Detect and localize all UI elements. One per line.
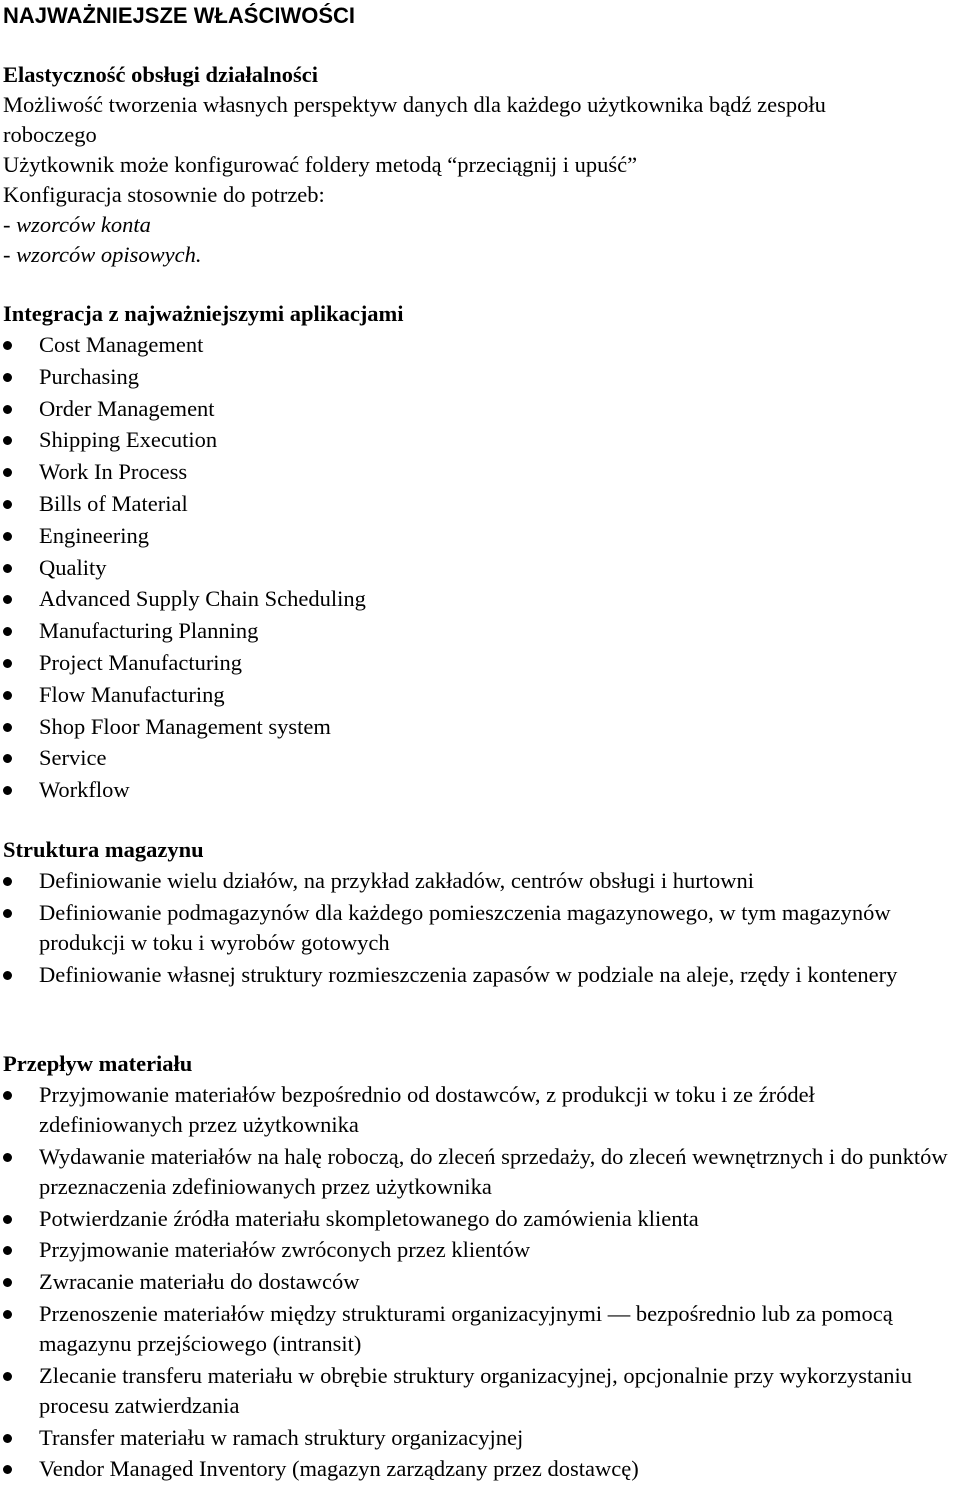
list-item-text: Advanced Supply Chain Scheduling: [39, 586, 366, 612]
section-heading-integration: Integracja z najważniejszymi aplikacjami: [3, 301, 404, 326]
list-item-text: Cost Management: [39, 332, 204, 357]
section-heading-flexibility: Elastyczność obsługi działalności: [3, 62, 319, 87]
flexibility-italic-line: - wzorców opisowych.: [3, 242, 202, 267]
bullet-icon: [3, 909, 12, 918]
bullet-icon: [3, 691, 12, 700]
list-item-text: Shop Floor Management system: [39, 713, 331, 739]
list-item-text: Manufacturing Planning: [39, 618, 259, 644]
list-item: [0, 1423, 960, 1453]
flexibility-line: Konfiguracja stosownie do potrzeb:: [3, 182, 325, 207]
list-item: [0, 553, 960, 583]
bullet-icon: [3, 627, 12, 636]
bullet-icon: [3, 1246, 12, 1255]
warehouse-list: [0, 866, 960, 991]
list-item: [0, 330, 960, 360]
list-item: [0, 457, 960, 487]
bullet-icon: [3, 1091, 12, 1100]
bullet-icon: [3, 405, 12, 414]
list-item: [0, 680, 960, 710]
list-item: [0, 648, 960, 678]
list-item-text: Service: [39, 745, 107, 771]
list-item: [0, 960, 960, 990]
bullet-icon: [3, 1215, 12, 1224]
bullet-icon: [3, 754, 12, 763]
bullet-icon: [3, 500, 12, 509]
flexibility-italic-line: - wzorców konta: [3, 212, 151, 237]
list-item-text: Work In Process: [39, 459, 188, 485]
list-item-text: Engineering: [39, 522, 149, 548]
list-item-text: Definiowanie podmagazynów dla każdego pomieszczenia magazynowego, w tym magazynów produkcji w toku i wyrobów gotowych: [39, 899, 891, 955]
list-item-text: Project Manufacturing: [39, 649, 243, 675]
bullet-icon: [3, 373, 12, 382]
list-item-text: Purchasing: [39, 363, 139, 389]
bullet-icon: [3, 1465, 12, 1474]
material-flow-list: [0, 1080, 960, 1486]
flexibility-line: roboczego: [3, 122, 97, 147]
list-item-text: Wydawanie materiałów na halę roboczą, do zleceń sprzedaży, do zleceń wewnętrznych i do punktów przeznaczenia zdefiniowanych przez użytkownika: [39, 1143, 948, 1199]
list-item: [0, 712, 960, 742]
list-item: [0, 775, 960, 805]
bullet-icon: [3, 877, 12, 886]
page-title: NAJWAŻNIEJSZE WŁAŚCIWOŚCI: [3, 3, 356, 28]
bullet-icon: [3, 786, 12, 795]
list-item-text: Vendor Managed Inventory (magazyn zarządzany przez dostawcę): [39, 1456, 639, 1482]
bullet-icon: [3, 595, 12, 604]
list-item-text: Przyjmowanie materiałów zwróconych przez klientów: [39, 1237, 531, 1263]
list-item-text: Przyjmowanie materiałów bezpośrednio od dostawców, z produkcji w toku i ze źródeł zdefiniowanych przez użytkownika: [39, 1082, 815, 1137]
section-heading-warehouse: Struktura magazynu: [3, 837, 204, 862]
list-item: [0, 866, 960, 896]
list-item-text: Definiowanie wielu działów, na przykład zakładów, centrów obsługi i hurtowni: [39, 868, 755, 893]
list-item-text: Transfer materiału w ramach struktury organizacyjnej: [39, 1424, 524, 1450]
list-item: [0, 1299, 960, 1359]
list-item: [0, 521, 960, 551]
list-item: [0, 489, 960, 519]
bullet-icon: [3, 723, 12, 732]
list-item: [0, 1454, 960, 1484]
list-item: [0, 362, 960, 392]
list-item-text: Potwierdzanie źródła materiału skompletowanego do zamówienia klienta: [39, 1205, 699, 1231]
list-item-text: Workflow: [39, 777, 130, 803]
list-item: [0, 1204, 960, 1234]
bullet-icon: [3, 971, 12, 980]
list-item-text: Zwracanie materiału do dostawców: [39, 1269, 360, 1295]
list-item: [0, 584, 960, 614]
list-item: [0, 1267, 960, 1297]
bullet-icon: [3, 1310, 12, 1319]
list-item: [0, 1361, 960, 1421]
bullet-icon: [3, 341, 12, 350]
bullet-icon: [3, 532, 12, 541]
bullet-icon: [3, 436, 12, 445]
bullet-icon: [3, 659, 12, 668]
bullet-icon: [3, 1434, 12, 1443]
bullet-icon: [3, 468, 12, 477]
list-item: [0, 1142, 960, 1202]
list-item-text: Quality: [39, 554, 107, 580]
list-item: [0, 1235, 960, 1265]
flexibility-line: Możliwość tworzenia własnych perspektyw danych dla każdego użytkownika bądź zespołu: [3, 92, 826, 117]
list-item-text: Shipping Execution: [39, 427, 218, 453]
section-heading-material-flow: Przepływ materiału: [3, 1051, 193, 1076]
bullet-icon: [3, 564, 12, 573]
list-item: [0, 394, 960, 424]
list-item: [0, 898, 960, 958]
bullet-icon: [3, 1278, 12, 1287]
bullet-icon: [3, 1372, 12, 1381]
list-item: [0, 425, 960, 455]
list-item-text: Order Management: [39, 395, 215, 421]
list-item: [0, 743, 960, 773]
integration-list: [0, 330, 960, 807]
list-item-text: Flow Manufacturing: [39, 681, 225, 707]
list-item: [0, 1080, 960, 1140]
list-item-text: Przenoszenie materiałów między strukturami organizacyjnymi — bezpośrednio lub za pomocą magazynu przejściowego (intransit): [39, 1300, 893, 1356]
list-item-text: Definiowanie własnej struktury rozmieszczenia zapasów w podziale na aleje, rzędy i kontenery: [39, 961, 898, 987]
bullet-icon: [3, 1153, 12, 1162]
flexibility-line: Użytkownik może konfigurować foldery metodą “przeciągnij i upuść”: [3, 152, 638, 177]
list-item: [0, 616, 960, 646]
list-item-text: Bills of Material: [39, 490, 188, 516]
list-item-text: Zlecanie transferu materiału w obrębie struktury organizacyjnej, opcjonalnie przy wykorzystaniu procesu zatwierdzania: [39, 1362, 913, 1418]
